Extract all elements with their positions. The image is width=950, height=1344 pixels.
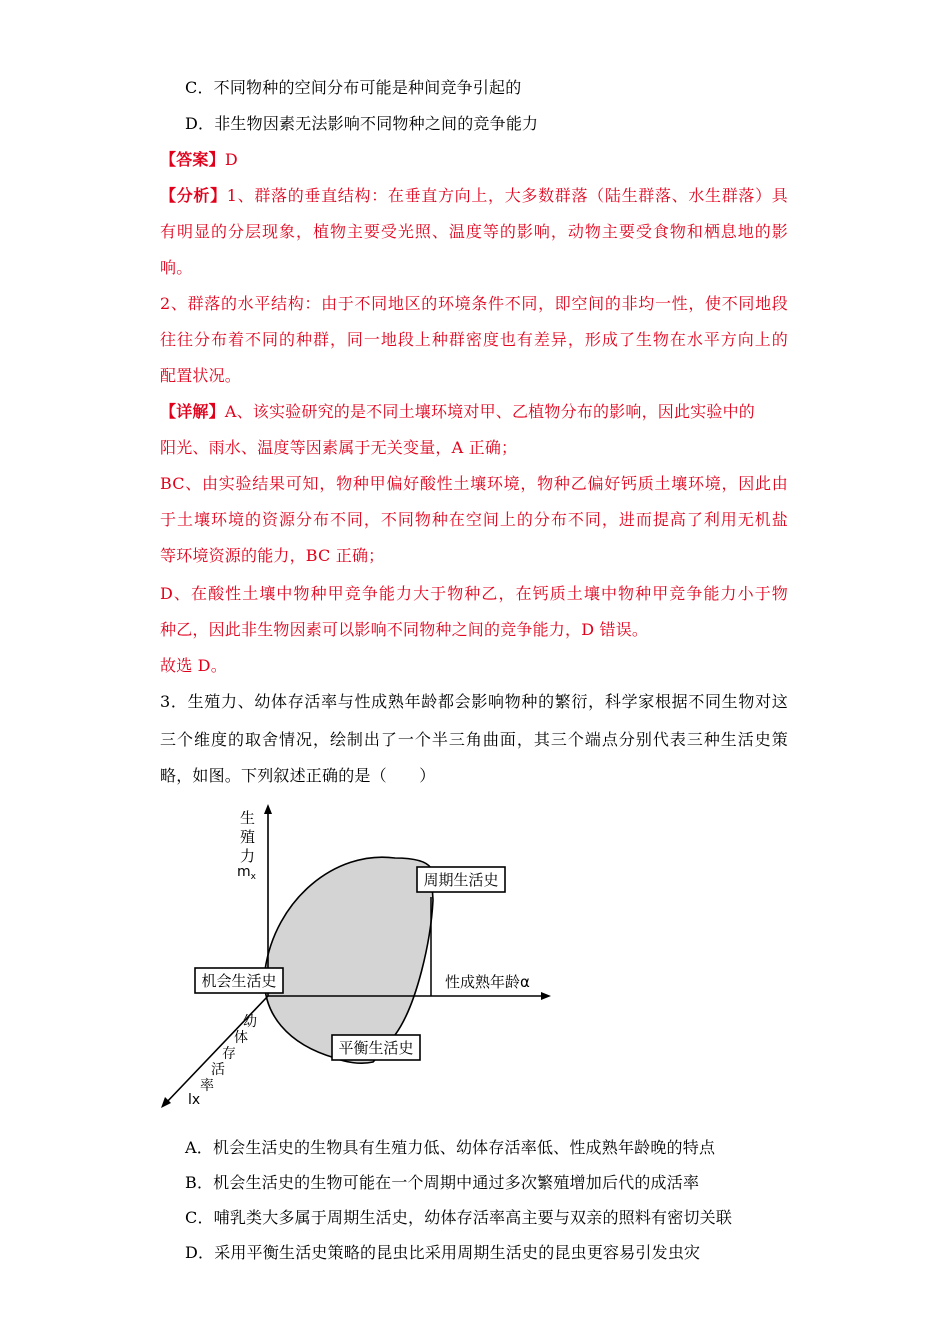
y-axis-label-1: 生 (240, 809, 256, 827)
analysis-line-6: 配置状况。 (160, 366, 242, 385)
analysis-line-2: 有明显的分层现象，植物主要受光照、温度等的影响，动物主要受食物和栖息地的影 (160, 222, 788, 241)
x-axis-arrow-icon (541, 992, 551, 1000)
x-axis-label: 性成熟年龄α (445, 973, 530, 991)
question-line-3: 略，如图。下列叙述正确的是（ ） (160, 766, 436, 785)
answer-line (160, 150, 238, 170)
box-periodic-life-history (417, 867, 505, 892)
detail-line-2: 阳光、雨水、温度等因素属于无关变量，A 正确； (160, 438, 518, 457)
answer-tag: 【答案】 (160, 150, 225, 169)
y-axis-arrow-icon (264, 804, 272, 814)
y-axis-symbol: $m_x$ (237, 864, 256, 882)
option-d: D．采用平衡生活史策略的昆虫比采用周期生活史的昆虫更容易引发虫灾 (185, 1243, 701, 1262)
z-axis-label-2: 体 (234, 1030, 248, 1046)
svg-text:机会生活史: 机会生活史 (201, 972, 277, 990)
svg-text:周期生活史: 周期生活史 (423, 871, 499, 889)
z-axis (165, 996, 268, 1104)
box-opportunistic-life-history (195, 968, 283, 993)
detail-line-4: 于土壤环境的资源分布不同，不同物种在空间上的分布不同，进而提高了利用无机盐 (160, 510, 788, 529)
detail-line-6: D、在酸性土壤中物种甲竞争能力大于物种乙，在钙质土壤中物种甲竞争能力小于物 (160, 584, 788, 603)
detail-conclusion: 故选 D。 (160, 656, 227, 675)
answer-value: D (224, 150, 238, 169)
detail-line-1: 【详解】A、该实验研究的是不同土壤环境对甲、乙植物分布的影响，因此实验中的 (160, 402, 755, 421)
question-line-2: 三个维度的取舍情况，绘制出了一个半三角曲面，其三个端点分别代表三种生活史策 (160, 730, 788, 749)
analysis-line-1: 【分析】1、群落的垂直结构：在垂直方向上，大多数群落（陆生群落、水生群落）具 (160, 186, 788, 205)
detail-line-5: 等环境资源的能力，BC 正确； (160, 546, 385, 565)
analysis-tag: 【分析】 (160, 186, 227, 205)
y-axis-label-3: 力 (240, 847, 256, 865)
svg-text:平衡生活史: 平衡生活史 (338, 1039, 414, 1057)
option-c: C．哺乳类大多属于周期生活史，幼体存活率高主要与双亲的照料有密切关联 (185, 1208, 733, 1227)
option-c-prev: C．不同物种的空间分布可能是种间竞争引起的 (185, 78, 522, 97)
z-axis-label-5: 率 (200, 1078, 214, 1094)
option-d-prev: D．非生物因素无法影响不同物种之间的竞争能力 (185, 114, 539, 133)
question-line-1: 3．生殖力、幼体存活率与性成熟年龄都会影响物种的繁衍，科学家根据不同生物对这 (160, 692, 788, 711)
z-axis-symbol: lx (188, 1092, 201, 1108)
life-history-surface (264, 857, 433, 1063)
analysis-line-4: 2、群落的水平结构：由于不同地区的环境条件不同，即空间的非均一性，使不同地段 (160, 294, 788, 313)
detail-line-7: 种乙，因此非生物因素可以影响不同物种之间的竞争能力，D 错误。 (160, 620, 649, 639)
life-history-diagram (155, 800, 555, 1120)
y-axis-label-2: 殖 (240, 828, 256, 846)
detail-tag: 【详解】 (160, 402, 225, 421)
z-axis-label-4: 活 (211, 1062, 225, 1078)
detail-line-3: BC、由实验结果可知，物种甲偏好酸性土壤环境，物种乙偏好钙质土壤环境，因此由 (160, 474, 788, 493)
option-b: B．机会生活史的生物可能在一个周期中通过多次繁殖增加后代的成活率 (185, 1173, 700, 1192)
analysis-line-5: 往往分布着不同的种群，同一地段上种群密度也有差异，形成了生物在水平方向上的 (160, 330, 788, 349)
z-axis-label-3: 存 (222, 1046, 236, 1062)
z-axis-label-1: 幼 (243, 1014, 257, 1030)
box-equilibrium-life-history (332, 1035, 420, 1060)
option-a: A．机会生活史的生物具有生殖力低、幼体存活率低、性成熟年龄晚的特点 (185, 1138, 716, 1157)
analysis-line-3: 响。 (160, 258, 193, 277)
